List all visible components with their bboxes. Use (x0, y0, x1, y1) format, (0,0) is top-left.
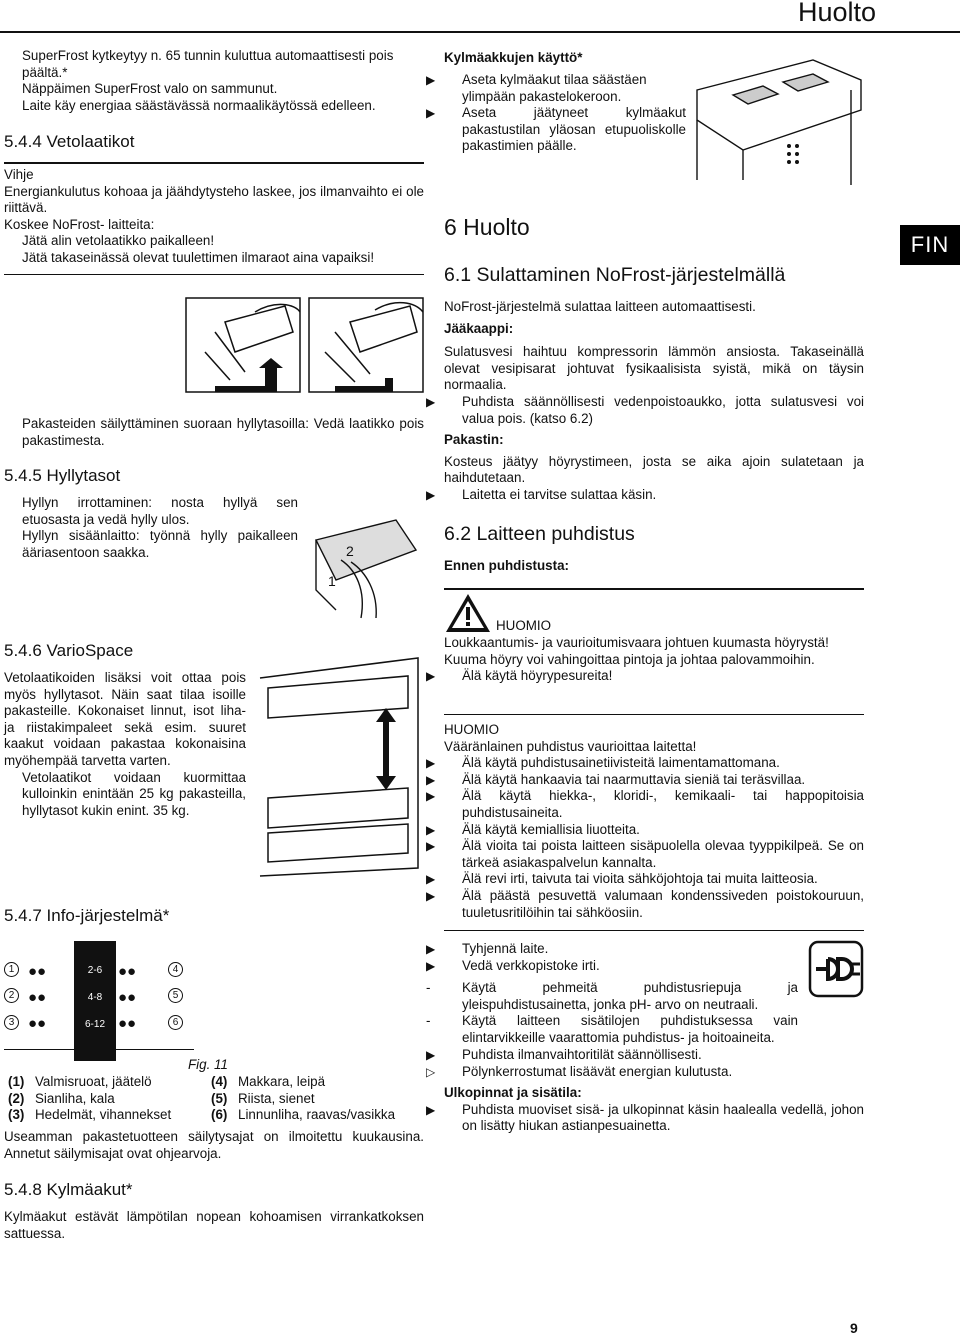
info-number-1: 1 (4, 962, 19, 977)
list-item: ▶ Älä käytä kemiallisia liuotteita. (444, 822, 864, 839)
variospace-text (4, 670, 246, 819)
list-item: - Käytä laitteen sisätilojen puhdistuksessa vain elintarvikkeille vaarattomia puhdistus- ja hoitoaineita. (444, 1013, 798, 1046)
legend-num: (1) (8, 1074, 25, 1089)
kaytto-block (444, 72, 686, 155)
pakasteiden-block (4, 416, 424, 449)
list-item: ▷ Pölynkerrostumat lisäävät energian kulutusta. (444, 1064, 864, 1081)
vihje-box (4, 167, 424, 267)
vihje-text: Energiankulutus kohoaa ja jäähdytysteho laskee, jos ilmanvaihto ei ole riittävä. (4, 183, 424, 216)
heading-puhdistus: 6.2 Laitteen puhdistus (444, 523, 635, 545)
info-text: Useamman pakastetuotteen säilytysajat on ilmoitettu kuukausina. Annetut säilymisajat ovat ohjearvoja. (4, 1129, 424, 1161)
warning-icon (444, 592, 492, 634)
list-item: ▶ Älä vioita tai poista laitteen sisäpuolella olevaa tyyppikilpeä. Se on tärkeä asiakaspalvelun kannalta. (444, 838, 864, 871)
language-tab: FIN (900, 225, 960, 265)
food-icons-left: ●● ●● ●● (28, 963, 47, 1032)
heading-sulattaminen: 6.1 Sulattaminen NoFrost-järjestelmällä (444, 264, 786, 286)
legend-text: Hedelmät, vihannekset (35, 1107, 172, 1123)
list-item: ▶ Jätä takaseinässä olevat tuulettimen ilmaraot aina vapaiksi! (4, 250, 424, 267)
info-number-4: 4 (168, 962, 183, 977)
ulko-title: Ulkopinnat ja sisätila: (444, 1085, 582, 1101)
huomio-rule-bottom (444, 930, 864, 931)
info-number-3: 3 (4, 1015, 19, 1030)
header-rule (0, 31, 960, 33)
legend-num: (3) (8, 1107, 25, 1123)
pakastin-title: Pakastin: (444, 432, 504, 448)
list-item: ▶ Älä revi irti, taivuta tai vioita sähköjohtoja tai muita laitteosia. (444, 871, 864, 888)
list-item: ▷ SuperFrost kytkeytyy n. 65 tunnin kuluttua automaattisesti pois päältä.* (4, 48, 424, 81)
list-item: ▷ Laite käy energiaa säästävässä normaalikäytössä edelleen. (4, 98, 424, 115)
info-strip (74, 941, 116, 1061)
variospace-illustration (258, 648, 426, 878)
legend-num: (5) (211, 1090, 228, 1106)
page-number: 9 (850, 1320, 858, 1336)
legend-num: (6) (211, 1107, 228, 1123)
heading-variospace: 5.4.6 VarioSpace (4, 641, 134, 660)
figure-caption: Fig. 11 (188, 1057, 228, 1072)
ennen-title: Ennen puhdistusta: (444, 558, 569, 573)
huomio1-block (444, 635, 864, 685)
huomio2-text: Vääränlainen puhdistus vaurioittaa laitetta! (444, 738, 697, 754)
list-item: ▶ Älä käytä hiekka-, kloridi-, kemikaali- tai happopitoisia puhdistusaineita. (444, 788, 864, 821)
list-item: ▶ Pakasteiden säilyttäminen suoraan hyllytasoilla: Vedä laatikko pois pakastimesta. (4, 416, 424, 449)
legend-text: Sianliha, kala (35, 1090, 115, 1106)
list-item: ▶ Aseta jäätyneet kylmäakut pakastustilan yläosan etupuoliskolle pakastimien päälle. (444, 105, 686, 155)
info-row-1: 2-6 (87, 965, 103, 976)
sulattaminen-block (444, 299, 864, 504)
info-number-2: 2 (4, 988, 19, 1003)
legend-text: Makkara, leipä (238, 1074, 326, 1089)
legend-num: (4) (211, 1074, 228, 1089)
variospace-paragraph: Vetolaatikoiden lisäksi voit ottaa pois myös hyllytasot. Näin saat tilaa isoille pakasteille. Kokonaiset linnut, isot liha- ja riistakimpaleet sekä esim. suuret kaakut voidaan pakastaa kokonaisina myöhempää tarvetta varten. (4, 670, 246, 768)
hyllytasot-block (4, 495, 298, 561)
heading-vetolaatikot: 5.4.4 Vetolaatikot (4, 132, 135, 151)
svg-text:2: 2 (346, 543, 354, 559)
jaakaappi-title: Jääkaappi: (444, 320, 514, 336)
list-item: ▶ Älä päästä pesuvettä valumaan kondenssiveden poistokouruun, tuuletusritilöihin tai sähköosiin. (444, 888, 864, 921)
list-item: ▶ Jätä alin vetolaatikko paikalleen! (4, 233, 424, 250)
nofrost-intro: Koskee NoFrost- laitteita: (4, 216, 155, 232)
list-item: ▶ Tyhjennä laite. (444, 941, 798, 958)
huomio1-text2: Kuuma höyry voi vahingoittaa pintoja ja johtaa palovammoihin. (444, 651, 815, 667)
huomio1-title: HUOMIO (496, 618, 552, 633)
list-item: ▶ Hyllyn irrottaminen: nosta hyllyä sen etuosasta ja vedä hylly ulos. (4, 495, 298, 528)
left-column (4, 48, 424, 114)
list-item: ▶ Vedä verkkopistoke irti. (444, 958, 798, 975)
list-item: ▶ Älä käytä puhdistusainetiivisteitä laimentamattomana. (444, 755, 864, 772)
list-item: ▶ Puhdista säännöllisesti vedenpoistoaukko, jotta sulatusvesi voi valua pois. (katso 6.2) (444, 394, 864, 427)
info-legend (8, 1074, 399, 1124)
list-item: ▶ Laitetta ei tarvitse sulattaa käsin. (444, 487, 864, 504)
legend-row (8, 1091, 399, 1108)
nofrost-auto: NoFrost-järjestelmä sulattaa laitteen automaattisesti. (444, 299, 756, 314)
shelf-insertion-illustration (306, 500, 426, 620)
jaakaappi-text: Sulatusvesi haihtuu kompressorin lämmön ansiosta. Takaseinällä olevat vesipisarat johtuvat fysikaalisista syistä, mikä on täysin normaalia. (444, 344, 864, 393)
list-item: ▶ Älä käytä höyrypesureita! (444, 668, 864, 685)
pakastin-text: Kosteus jäätyy höyrystimeen, josta se aika ajoin sulatetaan ja haihdutetaan. (444, 453, 864, 486)
list-item: ▶ Puhdista muoviset sisä- ja ulkopinnat käsin haalealla vedellä, johon on lisätty hiukan astianpesuainetta. (444, 1102, 864, 1135)
vihje-rule-bottom (4, 274, 424, 275)
legend-text: Valmisruoat, jäätelö (35, 1074, 152, 1089)
vihje-rule-top (4, 162, 424, 164)
info-row-3: 6-12 (84, 1019, 105, 1030)
huomio1-text: Loukkaantumis- ja vaurioitumisvaara johtuen kuumasta höyrystä! (444, 635, 829, 650)
legend-row (8, 1107, 399, 1124)
list-item: ▷ Näppäimen SuperFrost valo on sammunut. (4, 81, 424, 98)
list-item: ▶ Älä käytä hankaavia tai naarmuttavia sieniä tai teräsvillaa. (444, 772, 864, 789)
unplug-icon (808, 940, 864, 998)
heading-info: 5.4.7 Info-järjestelmä* (4, 906, 170, 925)
info-number-6: 6 (168, 1015, 183, 1030)
list-item: ▶ Hyllyn sisäänlaitto: työnnä hylly paikalleen ääriasentoon saakka. (4, 528, 298, 561)
legend-text: Linnunliha, raavas/vasikka (238, 1107, 396, 1123)
food-icons-right: ●● ●● ●● (118, 963, 137, 1032)
cold-pack-illustration (693, 50, 865, 190)
svg-text:1: 1 (328, 573, 336, 589)
list-item: ▶ Vetolaatikot voidaan kuormittaa kulloinkin enintään 25 kg pakasteilla, hyllytasot kukin enint. 35 kg. (4, 770, 246, 820)
info-panel-figure (4, 941, 244, 1066)
list-item: ▶ Aseta kylmäakut tilaa säästäen ylimpään pakastelokeroon. (444, 72, 686, 105)
heading-kaytto: Kylmäakkujen käyttö* (444, 50, 583, 65)
page-header-title: Huolto (797, 0, 876, 27)
legend-num: (2) (8, 1090, 25, 1106)
legend-row (8, 1074, 399, 1091)
drawer-removal-illustration (185, 292, 425, 400)
vihje-title: Vihje (4, 167, 34, 182)
cleaning-block-2 (444, 1047, 864, 1135)
cleaning-block (444, 941, 798, 1047)
heading-hyllytasot: 5.4.5 Hyllytasot (4, 466, 121, 485)
heading-kylmaakut: 5.4.8 Kylmäakut* (4, 1180, 133, 1199)
huomio-rule-mid (444, 714, 864, 715)
huomio-rule-top (444, 588, 864, 590)
list-item: - Käytä pehmeitä puhdistusriepuja ja yleispuhdistusainetta, jonka pH- arvo on neutraali. (444, 980, 798, 1013)
list-item: ▶ Puhdista ilmanvaihtoritilät säännöllisesti. (444, 1047, 864, 1064)
info-number-5: 5 (168, 988, 183, 1003)
legend-text: Riista, sienet (238, 1090, 315, 1106)
huomio2-block (444, 722, 864, 921)
kylmaakut-text: Kylmäakut estävät lämpötilan nopean kohoamisen virrankatkoksen sattuessa. (4, 1209, 424, 1241)
huomio2-title: HUOMIO (444, 722, 500, 737)
info-panel-base (4, 1049, 194, 1050)
info-row-2: 4-8 (87, 992, 103, 1003)
heading-huolto: 6 Huolto (444, 214, 530, 240)
